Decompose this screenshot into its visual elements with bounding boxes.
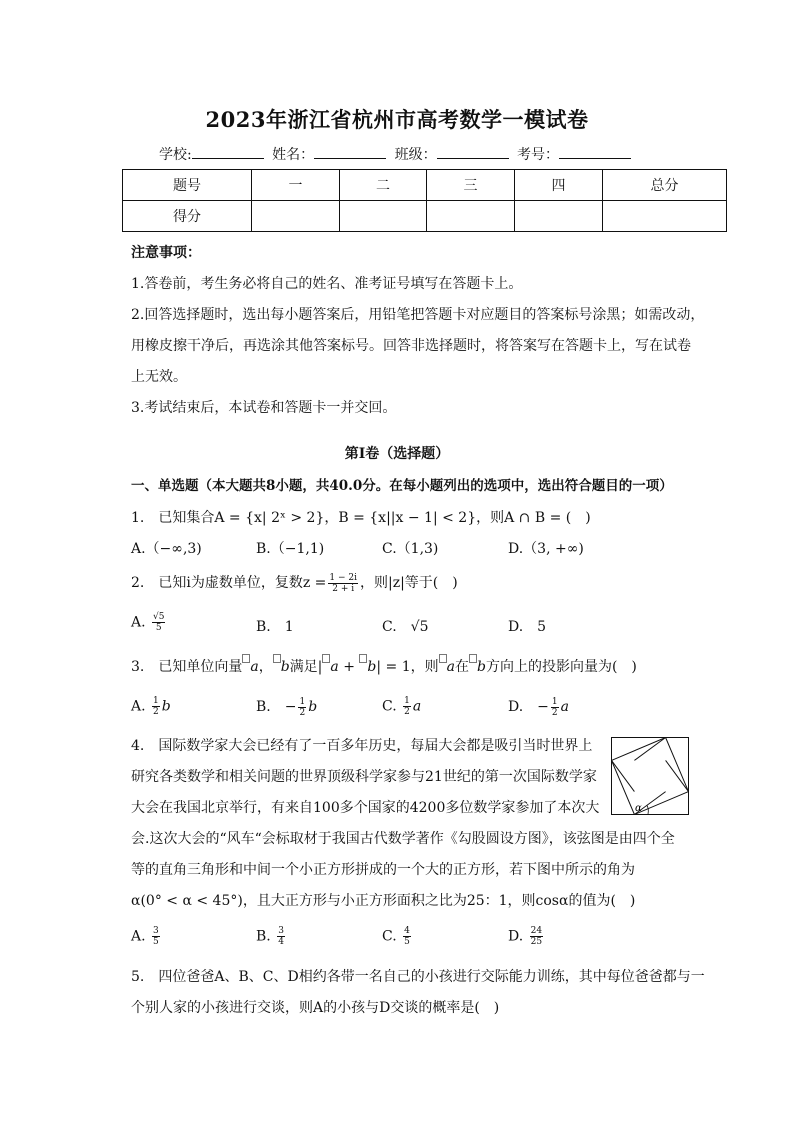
score-cell-header: 总分 bbox=[603, 170, 727, 201]
half-den: 2 bbox=[153, 707, 159, 717]
half-fraction bbox=[551, 697, 559, 718]
half-num: 1 bbox=[551, 696, 558, 707]
q4-option-c bbox=[382, 926, 413, 947]
question-4-line: α(0° < α < 45°)，且大正方形与小正方形面积之比为25：1，则cosα的值为( ) bbox=[131, 893, 636, 909]
notice-item: 2.回答选择题时，选出每小题答案后，用铅笔把答题卡对应题目的答案标号涂黑；如需改动， bbox=[131, 307, 705, 323]
q3-var-b: b bbox=[161, 698, 171, 715]
half-fraction bbox=[298, 697, 306, 718]
half-fraction bbox=[403, 696, 411, 717]
q3-var-a: a bbox=[250, 659, 259, 675]
q4-option-label: D. bbox=[508, 928, 524, 945]
score-cell-header: 二 bbox=[340, 170, 427, 201]
class-blank bbox=[437, 144, 509, 159]
question-4-line: 等的直角三角形和中间一个小正方形拼成的一个大的正方形，若下图中所示的角为 bbox=[131, 862, 635, 878]
q4-option-label: C. bbox=[382, 928, 397, 945]
q2-fraction bbox=[328, 573, 358, 594]
notice-item: 1.答卷前，考生务必将自己的姓名、准考证号填写在答题卡上。 bbox=[131, 276, 523, 292]
q2-option-a-fraction bbox=[152, 612, 165, 633]
q3-var-b: b bbox=[367, 659, 377, 675]
q3-var-b: b bbox=[280, 659, 290, 675]
q3-option-label: C. bbox=[382, 698, 397, 715]
q3-text: 在 bbox=[455, 659, 469, 675]
q2-option-d: D. 5 bbox=[508, 619, 547, 635]
q2-stem-post: ，则|z|等于( ) bbox=[360, 575, 458, 591]
q3-option-label: D. − bbox=[508, 699, 549, 715]
q3-text: | = 1，则 bbox=[376, 659, 439, 675]
q2-frac-num: 1 − 2i bbox=[329, 572, 357, 583]
q4-option-fraction bbox=[403, 926, 411, 947]
angle-arc bbox=[647, 806, 648, 815]
q4-option-den: 5 bbox=[153, 937, 159, 947]
q2-option-c: C. √5 bbox=[382, 619, 429, 635]
half-num: 1 bbox=[404, 696, 410, 706]
q4-option-num: 3 bbox=[278, 926, 284, 936]
half-den: 2 bbox=[551, 707, 558, 718]
school-label: 学校: bbox=[158, 147, 192, 163]
name-label: 姓名： bbox=[272, 147, 315, 163]
q2-option-b: B. 1 bbox=[256, 619, 294, 635]
question-3-stem bbox=[131, 656, 637, 676]
q3-option-label: A. bbox=[131, 698, 146, 715]
q2-option-a bbox=[131, 612, 167, 633]
q4-option-label: B. bbox=[256, 928, 271, 945]
question-5-line: 个别人家的小孩进行交谈，则A的小孩与D交谈的概率是( ) bbox=[131, 1000, 500, 1016]
question-4-line: 大会在我国北京举行，有来自100多个国家的4200多位数学家参加了本次大 bbox=[131, 800, 600, 816]
q3-var-b: b bbox=[308, 699, 318, 715]
score-row-label: 得分 bbox=[123, 201, 252, 232]
score-cell-header: 三 bbox=[427, 170, 515, 201]
q3-text: ， bbox=[258, 659, 273, 675]
notice-item: 上无效。 bbox=[131, 369, 187, 385]
name-blank bbox=[314, 144, 386, 159]
pinwheel-figure bbox=[611, 737, 689, 815]
q4-option-fraction bbox=[152, 926, 160, 947]
q3-text: + bbox=[338, 659, 360, 675]
part-heading: 一、单选题（本大题共8小题，共40.0分。在每小题列出的选项中，选出符合题目的一项） bbox=[131, 478, 673, 494]
half-num: 1 bbox=[153, 696, 159, 706]
q3-option-d bbox=[508, 696, 569, 718]
q2-stem-pre: 2. 已知i为虚数单位，复数z = bbox=[131, 575, 327, 591]
score-table-header-row bbox=[123, 170, 727, 201]
q4-option-den: 4 bbox=[278, 937, 284, 947]
half-den: 2 bbox=[299, 707, 306, 718]
q4-option-fraction bbox=[277, 926, 285, 947]
q1-option-c: C.（1,3) bbox=[382, 541, 439, 557]
student-info-line bbox=[0, 144, 794, 164]
score-cell bbox=[603, 201, 727, 232]
question-5-line: 5. 四位爸爸A、B、C、D相约各带一名自己的小孩进行交际能力训练，其中每位爸爸都与一 bbox=[131, 969, 705, 985]
score-cell bbox=[515, 201, 603, 232]
section-title: 第I卷（选择题） bbox=[344, 446, 450, 462]
q3-var-a: a bbox=[330, 659, 339, 675]
q3-var-a: a bbox=[560, 699, 569, 715]
number-label: 考号： bbox=[517, 147, 560, 163]
half-den: 2 bbox=[404, 707, 410, 717]
score-table bbox=[122, 169, 727, 232]
q4-option-den: 5 bbox=[404, 937, 410, 947]
q3-var-b: b bbox=[477, 659, 486, 675]
q3-option-b bbox=[256, 696, 317, 718]
question-4-line: 会.这次大会的“风车“会标取材于我国古代数学著作《勾股圆设方图》，该弦图是由四个全 bbox=[131, 831, 675, 847]
q1-option-b: B.（−1,1) bbox=[256, 541, 325, 557]
half-num: 1 bbox=[299, 696, 306, 707]
alpha-label: α bbox=[635, 803, 642, 814]
score-cell-header: 一 bbox=[252, 170, 340, 201]
q4-option-num: 3 bbox=[153, 926, 159, 936]
q4-option-num: 4 bbox=[404, 926, 410, 936]
q2-option-a-num: √5 bbox=[153, 612, 165, 622]
score-cell bbox=[427, 201, 515, 232]
q3-var-a: a bbox=[446, 659, 455, 675]
q3-text: 方向上的投影向量为( ) bbox=[485, 659, 637, 675]
q3-option-a bbox=[131, 696, 171, 717]
q4-option-b bbox=[256, 926, 287, 947]
q4-option-label: A. bbox=[131, 928, 146, 945]
question-4-line: 研究各类数学和相关问题的世界顶级科学家参与21世纪的第一次国际数学家 bbox=[131, 769, 597, 785]
question-1-stem: 1. 已知集合A = {x| 2ˣ > 2}，B = {x||x − 1| < 2}，则A ∩ B = ( ) bbox=[131, 510, 591, 526]
q3-option-c bbox=[382, 696, 421, 717]
half-fraction bbox=[152, 696, 160, 717]
score-cell bbox=[252, 201, 340, 232]
class-label: 班级： bbox=[394, 147, 437, 163]
q1-option-a: A.（−∞,3) bbox=[131, 541, 202, 557]
vector-arrow-icon bbox=[273, 654, 281, 663]
question-4-line: 4. 国际数学家大会已经有了一百多年历史，每届大会都是吸引当时世界上 bbox=[131, 738, 593, 754]
q4-option-fraction bbox=[530, 926, 543, 947]
notice-heading: 注意事项： bbox=[131, 245, 201, 261]
q1-option-d: D.（3, +∞) bbox=[508, 541, 584, 557]
exam-title: 2023年浙江省杭州市高考数学一模试卷 bbox=[205, 107, 589, 132]
number-blank bbox=[559, 144, 631, 159]
notice-item: 3.考试结束后，本试卷和答题卡一并交回。 bbox=[131, 400, 397, 416]
score-cell bbox=[340, 201, 427, 232]
q4-option-num: 24 bbox=[530, 926, 543, 936]
school-blank bbox=[192, 144, 264, 159]
q3-text: 满足| bbox=[289, 659, 323, 675]
q4-option-a bbox=[131, 926, 162, 947]
q4-option-d bbox=[508, 926, 545, 947]
q2-frac-den: 2 + i bbox=[332, 583, 355, 594]
q3-text: 3. 已知单位向量 bbox=[131, 659, 243, 675]
question-2-stem bbox=[131, 572, 458, 594]
q3-var-a: a bbox=[412, 698, 422, 715]
q4-option-den: 25 bbox=[530, 937, 543, 947]
notice-item: 用橡皮擦干净后，再选涂其他答案标号。回答非选择题时，将答案写在答题卡上，写在试卷 bbox=[131, 338, 691, 354]
score-cell-header: 题号 bbox=[123, 170, 252, 201]
score-table-score-row bbox=[123, 201, 727, 232]
q2-option-a-den: 5 bbox=[155, 623, 162, 633]
q2-option-a-label: A. bbox=[131, 614, 146, 631]
score-cell-header: 四 bbox=[515, 170, 603, 201]
vector-arrow-icon bbox=[469, 654, 477, 663]
q3-option-label: B. − bbox=[256, 699, 297, 715]
vector-arrow-icon bbox=[439, 654, 447, 663]
